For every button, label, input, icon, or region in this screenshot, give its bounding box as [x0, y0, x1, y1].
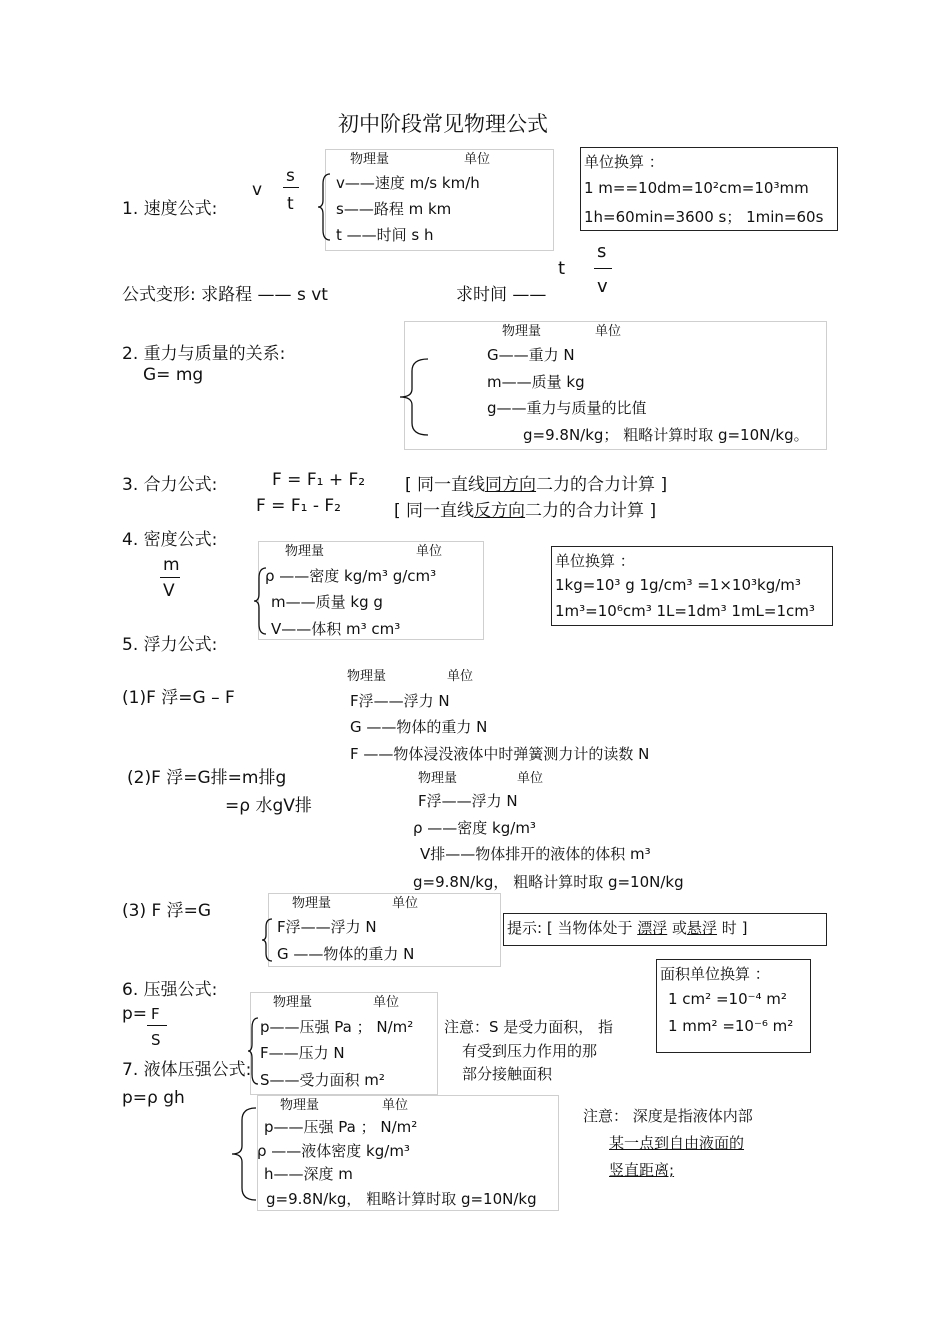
speed-col-unit: 单位 — [464, 152, 491, 167]
pressure-col-qty: 物理量 — [273, 995, 313, 1010]
resultant-formula-same: F = F₁ + F₂ — [272, 470, 366, 490]
speed-box-line-2: 1h=60min=3600 s； 1min=60s — [584, 208, 824, 226]
speed-brace-icon — [318, 172, 332, 242]
gravity-col-qty: 物理量 — [502, 324, 542, 339]
density-box-line-1: 1kg=10³ g 1g/cm³ =1×10³kg/m³ — [555, 576, 801, 594]
pressure-heading: 6. 压强公式: — [122, 980, 218, 1000]
resultant-formula-opposite: F = F₁ - F₂ — [256, 496, 341, 516]
density-col-unit: 单位 — [416, 544, 443, 559]
speed-transform-distance: 公式变形: 求路程 —— s vt — [122, 285, 328, 305]
density-col-qty: 物理量 — [285, 544, 325, 559]
speed-heading: 1. 速度公式: — [122, 199, 218, 219]
liquid-note-line-1: 注意： 深度是指液体内部 — [583, 1107, 753, 1125]
gravity-row-3: g——重力与质量的比值 — [487, 399, 647, 417]
density-fraction-bar — [160, 577, 180, 578]
speed-transform-time: 求时间 —— — [456, 285, 547, 305]
buoyancy-2-row-2: ρ ——密度 kg/m³ — [413, 819, 536, 837]
density-row-1: ρ ——密度 kg/m³ g/cm³ — [265, 567, 437, 585]
liquid-col-unit: 单位 — [382, 1098, 409, 1113]
speed-fraction-numerator: s — [286, 166, 295, 186]
time-fraction-denominator: v — [597, 276, 608, 297]
liquid-row-4: g=9.8N/kg， 粗略计算时取 g=10N/kg — [266, 1190, 537, 1208]
gravity-heading: 2. 重力与质量的关系: — [122, 344, 286, 364]
liquid-formula: p=ρ gh — [122, 1088, 185, 1108]
buoyancy-tip: 提示: [ 当物体处于 漂浮 或悬浮 时 ] — [507, 919, 748, 937]
liquid-note-line-2: 某一点到自由液面的 — [609, 1134, 745, 1152]
speed-row-2: s——路程 m km — [336, 200, 452, 218]
area-box-title: 面积单位换算 ： — [660, 965, 770, 983]
liquid-brace-icon — [230, 1106, 258, 1202]
buoyancy-formula-3: (3) F 浮=G — [122, 901, 212, 921]
resultant-heading: 3. 合力公式: — [122, 475, 218, 495]
buoyancy-2-row-4: g=9.8N/kg， 粗略计算时取 g=10N/kg — [413, 873, 684, 891]
buoyancy-3-brace-icon — [262, 917, 274, 963]
speed-col-qty: 物理量 — [350, 152, 390, 167]
resultant-note-same: [ 同一直线同方向二力的合力计算 ] — [405, 475, 668, 495]
gravity-row-4: g=9.8N/kg； 粗略计算时取 g=10N/kg。 — [523, 426, 809, 444]
pressure-note-line-3: 部分接触面积 — [462, 1065, 553, 1083]
buoyancy-formula-1: (1)F 浮=G – F — [122, 688, 235, 708]
pressure-fraction-numerator: F — [151, 1005, 160, 1023]
buoyancy-3-row-2: G ——物体的重力 N — [277, 945, 415, 963]
density-box-title: 单位换算 ： — [555, 552, 635, 570]
speed-fraction-bar — [283, 187, 299, 188]
speed-row-3: t ——时间 s h — [336, 226, 434, 244]
buoyancy-3-col-unit: 单位 — [392, 896, 419, 911]
buoyancy-heading: 5. 浮力公式: — [122, 635, 218, 655]
gravity-formula: G= mg — [143, 365, 204, 385]
pressure-fraction-denominator: S — [151, 1031, 161, 1049]
density-fraction-denominator: V — [163, 581, 175, 601]
pressure-row-3: S——受力面积 m² — [260, 1071, 385, 1089]
liquid-row-3: h——深度 m — [264, 1165, 353, 1183]
liquid-note-line-3: 竖直距离; — [609, 1161, 675, 1179]
density-row-2: m——质量 kg g — [271, 593, 383, 611]
page-title: 初中阶段常见物理公式 — [338, 112, 548, 136]
gravity-col-unit: 单位 — [595, 324, 622, 339]
density-heading: 4. 密度公式: — [122, 530, 218, 550]
pressure-note-line-2: 有受到压力作用的那 — [462, 1042, 598, 1060]
density-fraction-numerator: m — [163, 555, 180, 575]
area-box-line-2: 1 mm² =10⁻⁶ m² — [668, 1017, 794, 1035]
liquid-row-2: ρ ——液体密度 kg/m³ — [257, 1142, 410, 1160]
area-box-line-1: 1 cm² =10⁻⁴ m² — [668, 990, 787, 1008]
buoyancy-1-row-3: F ——物体浸没液体中时弹簧测力计的读数 N — [350, 745, 650, 763]
speed-box-title: 单位换算 ： — [584, 153, 664, 171]
pressure-lhs: p= — [122, 1004, 148, 1024]
liquid-heading: 7. 液体压强公式: — [122, 1060, 252, 1080]
gravity-row-1: G——重力 N — [487, 346, 575, 364]
pressure-fraction-bar — [147, 1025, 167, 1026]
speed-box-line-1: 1 m==10dm=10²cm=10³mm — [584, 179, 809, 197]
buoyancy-3-col-qty: 物理量 — [292, 896, 332, 911]
speed-lhs: v — [252, 180, 263, 200]
gravity-brace-icon — [398, 357, 432, 437]
pressure-note-line-1: 注意：S 是受力面积， 指 — [444, 1018, 614, 1036]
pressure-row-2: F——压力 N — [260, 1044, 345, 1062]
liquid-row-1: p——压强 Pa ； N/m² — [264, 1118, 418, 1136]
speed-row-1: v——速度 m/s km/h — [336, 174, 480, 192]
buoyancy-1-col-qty: 物理量 — [347, 669, 387, 684]
density-box-line-2: 1m³=10⁶cm³ 1L=1dm³ 1mL=1cm³ — [555, 602, 815, 620]
buoyancy-1-row-1: F浮——浮力 N — [350, 692, 450, 710]
buoyancy-3-row-1: F浮——浮力 N — [277, 918, 377, 936]
time-lhs: t — [558, 258, 566, 279]
density-row-3: V——体积 m³ cm³ — [271, 620, 401, 638]
buoyancy-1-col-unit: 单位 — [447, 669, 474, 684]
gravity-row-2: m——质量 kg — [487, 373, 585, 391]
liquid-col-qty: 物理量 — [280, 1098, 320, 1113]
pressure-col-unit: 单位 — [373, 995, 400, 1010]
buoyancy-1-row-2: G ——物体的重力 N — [350, 718, 488, 736]
buoyancy-2-row-1: F浮——浮力 N — [418, 792, 518, 810]
time-fraction-numerator: s — [597, 241, 607, 262]
buoyancy-2-row-3: V排——物体排开的液体的体积 m³ — [420, 845, 651, 863]
speed-fraction-denominator: t — [287, 194, 294, 214]
buoyancy-formula-2-continued: =ρ 水gV排 — [225, 796, 312, 816]
time-fraction-bar — [594, 268, 612, 269]
buoyancy-2-col-unit: 单位 — [517, 771, 544, 786]
buoyancy-formula-2: (2)F 浮=G排=m排g — [127, 768, 287, 788]
pressure-row-1: p——压强 Pa ； N/m² — [260, 1018, 414, 1036]
buoyancy-2-col-qty: 物理量 — [418, 771, 458, 786]
resultant-note-opposite: [ 同一直线反方向二力的合力计算 ] — [394, 501, 657, 521]
